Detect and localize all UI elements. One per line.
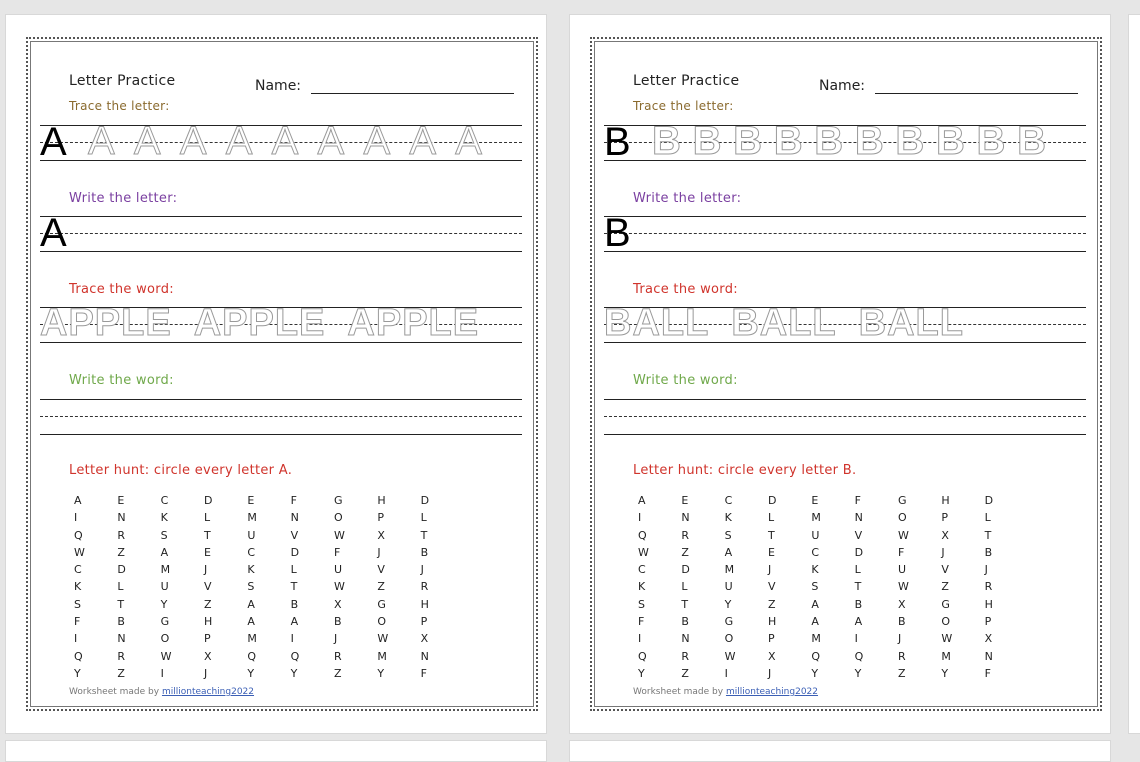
traced-glyph: A xyxy=(225,119,253,163)
worksheet-footer xyxy=(69,687,254,697)
hunt-letter[interactable]: E xyxy=(681,494,689,507)
hunt-letter[interactable]: C xyxy=(247,545,256,559)
hunt-letter[interactable]: E xyxy=(247,494,255,507)
letter-hunt-grid xyxy=(638,492,1028,682)
hunt-letter[interactable]: I xyxy=(290,632,294,646)
hunt-letter[interactable]: Y xyxy=(941,666,949,680)
letter-hunt-label: Letter hunt: circle every letter A. xyxy=(69,463,293,478)
traced-glyph: B xyxy=(976,119,1006,163)
hunt-letter[interactable]: A xyxy=(724,545,733,559)
hunt-letter[interactable]: A xyxy=(160,545,169,559)
hunt-letter[interactable]: F xyxy=(897,545,905,559)
hunt-letter[interactable]: W xyxy=(724,649,736,663)
hunt-letter[interactable]: L xyxy=(984,511,991,525)
hunt-letter[interactable]: K xyxy=(160,511,168,525)
hunt-letter[interactable]: S xyxy=(74,597,81,611)
hunt-letter[interactable]: J xyxy=(333,632,338,646)
hunt-letter[interactable]: C xyxy=(811,545,820,559)
traced-glyph: A xyxy=(455,119,482,163)
traced-glyph: APPLE xyxy=(193,302,326,344)
hunt-letter[interactable]: A xyxy=(854,615,863,629)
hunt-letter[interactable]: W xyxy=(333,528,345,542)
hunt-letter[interactable]: I xyxy=(638,632,642,646)
hunt-letter[interactable]: D xyxy=(203,494,213,507)
traced-glyph: A xyxy=(363,119,391,163)
traced-glyph: BALL xyxy=(858,302,964,344)
hunt-letter[interactable]: U xyxy=(160,580,169,594)
hunt-letter[interactable]: W xyxy=(74,545,85,559)
hunt-letter[interactable]: M xyxy=(724,563,735,577)
hunt-letter[interactable]: M xyxy=(941,649,951,663)
hunt-letter[interactable]: N xyxy=(117,511,126,525)
hunt-letter[interactable]: Y xyxy=(811,666,819,680)
model-letter: A xyxy=(40,120,67,164)
hunt-letter[interactable]: I xyxy=(724,666,728,680)
letter-hunt-label: Letter hunt: circle every letter B. xyxy=(633,463,857,478)
traced-glyph: A xyxy=(271,119,299,163)
hunt-letter[interactable]: H xyxy=(984,597,993,611)
hunt-letter[interactable]: C xyxy=(638,563,646,577)
hunt-letter[interactable]: I xyxy=(854,632,858,646)
hunt-letter[interactable]: G xyxy=(941,597,950,611)
model-letter: B xyxy=(604,211,631,255)
hunt-letter[interactable]: A xyxy=(247,615,255,629)
page-title: Letter Practice xyxy=(69,73,176,89)
trace-letter-row xyxy=(88,121,522,161)
hunt-letter[interactable]: B xyxy=(681,615,689,629)
hunt-letter[interactable]: Q xyxy=(854,649,864,663)
hunt-letter[interactable]: Y xyxy=(724,597,732,611)
hunt-letter[interactable]: X xyxy=(420,632,429,646)
hunt-letter[interactable]: M xyxy=(811,632,821,646)
hunt-letter[interactable]: Y xyxy=(377,666,385,680)
hunt-letter[interactable]: K xyxy=(247,563,255,577)
hunt-letter[interactable]: X xyxy=(984,632,993,646)
traced-glyph: B xyxy=(854,119,884,163)
traced-glyph: B xyxy=(814,119,844,163)
hunt-letter[interactable]: V xyxy=(941,563,949,577)
hunt-letter[interactable]: W xyxy=(897,580,909,594)
hunt-letter[interactable]: I xyxy=(160,666,164,680)
hunt-letter[interactable]: F xyxy=(638,615,645,629)
hunt-letter[interactable]: W xyxy=(897,528,909,542)
write-letter-lines xyxy=(40,211,522,255)
adjacent-page-stub xyxy=(1128,14,1140,734)
hunt-letter[interactable]: F xyxy=(984,666,991,680)
hunt-letter[interactable]: W xyxy=(333,580,345,594)
hunt-letter[interactable]: T xyxy=(117,597,125,611)
hunt-letter[interactable]: V xyxy=(767,580,776,594)
traced-glyph: B xyxy=(733,119,763,163)
hunt-letter[interactable]: A xyxy=(638,494,646,507)
hunt-letter[interactable]: P xyxy=(941,511,948,525)
hunt-letter[interactable]: L xyxy=(420,511,427,525)
hunt-letter[interactable]: L xyxy=(290,563,297,577)
hunt-letter[interactable]: B xyxy=(117,615,125,629)
hunt-letter[interactable]: O xyxy=(941,615,950,629)
hunt-letter[interactable]: A xyxy=(247,597,255,611)
footer-text: Worksheet made by xyxy=(633,687,724,697)
next-page-stub-right xyxy=(569,740,1111,762)
hunt-letter[interactable]: D xyxy=(984,494,994,507)
hunt-letter[interactable]: Z xyxy=(897,666,906,680)
hunt-letter[interactable]: H xyxy=(203,615,213,629)
worksheet-footer xyxy=(633,687,818,697)
page-title: Letter Practice xyxy=(633,73,740,89)
hunt-letter[interactable]: M xyxy=(247,632,257,646)
trace-letter-label: Trace the letter: xyxy=(69,99,170,113)
hunt-letter[interactable]: W xyxy=(160,649,172,663)
hunt-letter[interactable]: B xyxy=(333,615,342,629)
hunt-letter[interactable]: J xyxy=(203,563,208,577)
write-letter-label: Write the letter: xyxy=(633,191,742,206)
write-word-label: Write the word: xyxy=(633,373,738,388)
hunt-letter[interactable]: J xyxy=(420,563,424,577)
letter-hunt-grid xyxy=(74,492,464,682)
hunt-letter[interactable]: Z xyxy=(941,580,949,594)
hunt-letter[interactable]: X xyxy=(203,649,212,663)
hunt-letter[interactable]: Y xyxy=(854,666,862,680)
traced-glyph: B xyxy=(652,119,681,163)
hunt-letter[interactable]: O xyxy=(377,615,386,629)
hunt-letter[interactable]: B xyxy=(420,545,429,559)
hunt-letter[interactable]: N xyxy=(681,632,690,646)
name-line xyxy=(311,93,514,94)
hunt-letter[interactable]: P xyxy=(984,615,992,629)
trace-word-lines xyxy=(604,302,1086,344)
hunt-letter[interactable]: W xyxy=(638,545,649,559)
hunt-letter[interactable]: D xyxy=(854,545,864,559)
hunt-letter[interactable]: M xyxy=(377,649,387,663)
hunt-letter[interactable]: Z xyxy=(117,545,125,559)
hunt-letter[interactable]: Z xyxy=(681,666,689,680)
hunt-letter[interactable]: Y xyxy=(160,597,168,611)
hunt-letter[interactable]: T xyxy=(767,528,775,542)
hunt-letter[interactable]: P xyxy=(203,632,211,646)
model-letter: B xyxy=(604,120,631,164)
hunt-letter[interactable]: U xyxy=(247,528,256,542)
hunt-letter[interactable]: R xyxy=(681,528,689,542)
hunt-letter[interactable]: A xyxy=(811,597,819,611)
hunt-letter[interactable]: P xyxy=(767,632,775,646)
hunt-letter[interactable]: V xyxy=(203,580,212,594)
hunt-letter[interactable]: C xyxy=(160,494,169,507)
hunt-letter[interactable]: L xyxy=(681,580,688,594)
trace-word-label: Trace the word: xyxy=(69,282,174,297)
trace-letter-lines xyxy=(604,119,1086,164)
hunt-letter[interactable]: D xyxy=(290,545,300,559)
hunt-letter[interactable]: D xyxy=(681,563,690,577)
hunt-letter[interactable]: H xyxy=(420,597,429,611)
hunt-letter[interactable]: J xyxy=(897,632,902,646)
hunt-letter[interactable]: T xyxy=(420,528,428,542)
trace-letter-lines xyxy=(40,119,522,164)
hunt-letter[interactable]: R xyxy=(333,649,342,663)
hunt-letter[interactable]: J xyxy=(984,563,988,577)
hunt-letter[interactable]: R xyxy=(420,580,429,594)
traced-glyph: A xyxy=(88,119,115,163)
hunt-letter[interactable]: S xyxy=(811,580,819,594)
hunt-letter[interactable]: Y xyxy=(247,666,255,680)
hunt-letter[interactable]: D xyxy=(767,494,777,507)
hunt-letter[interactable]: V xyxy=(854,528,863,542)
hunt-letter[interactable]: X xyxy=(377,528,385,542)
hunt-letter[interactable]: R xyxy=(117,649,125,663)
hunt-letter[interactable]: X xyxy=(333,597,342,611)
traced-glyph: B xyxy=(773,119,803,163)
hunt-letter[interactable]: T xyxy=(681,597,689,611)
hunt-letter[interactable]: A xyxy=(811,615,819,629)
name-line xyxy=(875,93,1078,94)
hunt-letter[interactable]: W xyxy=(377,632,389,646)
hunt-letter[interactable]: B xyxy=(290,597,299,611)
traced-glyph: BALL xyxy=(604,302,710,344)
hunt-letter[interactable]: U xyxy=(333,563,343,577)
hunt-letter[interactable]: Z xyxy=(767,597,776,611)
hunt-letter[interactable]: F xyxy=(420,666,427,680)
hunt-letter[interactable]: Q xyxy=(290,649,300,663)
hunt-letter[interactable]: T xyxy=(984,528,992,542)
hunt-letter[interactable]: T xyxy=(854,580,862,594)
write-word-label: Write the word: xyxy=(69,373,174,388)
hunt-letter[interactable]: R xyxy=(984,580,993,594)
hunt-letter[interactable]: A xyxy=(290,615,299,629)
hunt-letter[interactable]: L xyxy=(854,563,861,577)
hunt-letter[interactable]: R xyxy=(897,649,906,663)
hunt-letter[interactable]: D xyxy=(117,563,126,577)
hunt-letter[interactable]: N xyxy=(117,632,126,646)
hunt-letter[interactable]: U xyxy=(897,563,907,577)
hunt-letter[interactable]: O xyxy=(897,511,907,525)
hunt-letter[interactable]: H xyxy=(377,494,386,507)
hunt-letter[interactable]: J xyxy=(941,545,945,559)
hunt-letter[interactable]: T xyxy=(290,580,298,594)
hunt-letter[interactable]: X xyxy=(941,528,949,542)
hunt-letter[interactable]: Q xyxy=(638,528,647,542)
hunt-letter[interactable]: X xyxy=(767,649,776,663)
trace-letter-label: Trace the letter: xyxy=(633,99,734,113)
hunt-letter[interactable]: F xyxy=(290,494,297,507)
hunt-letter[interactable]: L xyxy=(203,511,211,525)
traced-glyph: A xyxy=(317,119,345,163)
worksheet-page-a[interactable] xyxy=(5,14,547,734)
hunt-letter[interactable]: N xyxy=(420,649,429,663)
hunt-letter[interactable]: C xyxy=(74,563,82,577)
hunt-letter[interactable]: K xyxy=(74,580,82,594)
traced-glyph: APPLE xyxy=(40,302,172,344)
hunt-letter[interactable]: J xyxy=(767,563,772,577)
write-letter-label: Write the letter: xyxy=(69,191,178,206)
hunt-letter[interactable]: F xyxy=(74,615,81,629)
hunt-letter[interactable]: E xyxy=(811,494,819,507)
hunt-letter[interactable]: Y xyxy=(74,666,81,680)
hunt-letter[interactable]: L xyxy=(767,511,775,525)
hunt-letter[interactable]: Q xyxy=(638,649,647,663)
traced-glyph: B xyxy=(935,119,965,163)
hunt-letter[interactable]: N xyxy=(681,511,690,525)
hunt-letter[interactable]: V xyxy=(377,563,385,577)
hunt-letter[interactable]: U xyxy=(724,580,733,594)
hunt-letter[interactable]: S xyxy=(160,528,168,542)
hunt-letter[interactable]: G xyxy=(160,615,170,629)
hunt-letter[interactable]: S xyxy=(247,580,255,594)
hunt-letter[interactable]: Q xyxy=(247,649,256,663)
hunt-letter[interactable]: J xyxy=(203,666,208,680)
hunt-letter[interactable]: F xyxy=(854,494,861,507)
write-word-lines xyxy=(604,399,1086,435)
hunt-letter[interactable]: U xyxy=(811,528,820,542)
hunt-letter[interactable]: N xyxy=(290,511,299,525)
hunt-letter[interactable]: K xyxy=(811,563,819,577)
hunt-letter[interactable]: C xyxy=(724,494,733,507)
hunt-letter[interactable]: Q xyxy=(74,528,83,542)
hunt-letter[interactable]: D xyxy=(420,494,430,507)
hunt-letter[interactable]: B xyxy=(897,615,906,629)
hunt-letter[interactable]: P xyxy=(420,615,428,629)
hunt-letter[interactable]: O xyxy=(160,632,170,646)
write-word-lines xyxy=(40,399,522,435)
traced-glyph: B xyxy=(692,119,722,163)
hunt-letter[interactable]: P xyxy=(377,511,384,525)
trace-word-lines xyxy=(40,302,522,344)
hunt-letter[interactable]: N xyxy=(984,649,993,663)
traced-glyph: A xyxy=(409,119,437,163)
hunt-letter[interactable]: Q xyxy=(74,649,83,663)
traced-glyph: A xyxy=(179,119,207,163)
worksheet-page-b[interactable] xyxy=(569,14,1111,734)
hunt-letter[interactable]: R xyxy=(117,528,125,542)
hunt-letter[interactable]: X xyxy=(897,597,906,611)
hunt-letter[interactable]: Z xyxy=(681,545,689,559)
hunt-letter[interactable]: G xyxy=(724,615,734,629)
name-label: Name: xyxy=(819,78,866,94)
trace-word-label: Trace the word: xyxy=(633,282,738,297)
hunt-letter[interactable]: Z xyxy=(377,580,385,594)
hunt-letter[interactable]: S xyxy=(724,528,732,542)
hunt-letter[interactable]: I xyxy=(74,632,78,646)
traced-glyph: APPLE xyxy=(347,302,480,344)
trace-word-row xyxy=(604,304,1086,342)
hunt-letter[interactable]: G xyxy=(377,597,386,611)
hunt-letter[interactable]: J xyxy=(377,545,381,559)
trace-letter-row xyxy=(652,121,1086,161)
hunt-letter[interactable]: G xyxy=(897,494,907,507)
hunt-letter[interactable]: B xyxy=(854,597,863,611)
trace-word-row xyxy=(40,304,522,342)
hunt-letter[interactable]: J xyxy=(767,666,772,680)
hunt-letter[interactable]: Z xyxy=(333,666,342,680)
write-letter-lines xyxy=(604,211,1086,255)
next-page-stub-left xyxy=(5,740,547,762)
hunt-letter[interactable]: Y xyxy=(638,666,645,680)
hunt-letter[interactable]: E xyxy=(117,494,125,507)
hunt-letter[interactable]: M xyxy=(247,511,257,525)
name-label: Name: xyxy=(255,78,302,94)
model-letter: A xyxy=(40,211,67,255)
hunt-letter[interactable]: M xyxy=(811,511,821,525)
hunt-letter[interactable]: I xyxy=(638,511,642,525)
hunt-letter[interactable]: S xyxy=(638,597,645,611)
hunt-letter[interactable]: N xyxy=(854,511,863,525)
footer-link[interactable]: millionteaching2022 xyxy=(725,687,819,697)
hunt-letter[interactable]: I xyxy=(74,511,78,525)
hunt-letter[interactable]: E xyxy=(203,545,211,559)
hunt-letter[interactable]: H xyxy=(941,494,950,507)
hunt-letter[interactable]: B xyxy=(984,545,993,559)
hunt-letter[interactable]: L xyxy=(117,580,124,594)
hunt-letter[interactable]: A xyxy=(74,494,82,507)
hunt-letter[interactable]: R xyxy=(681,649,689,663)
footer-text: Worksheet made by xyxy=(69,687,160,697)
hunt-letter[interactable]: O xyxy=(724,632,734,646)
hunt-letter[interactable]: H xyxy=(767,615,777,629)
hunt-letter[interactable]: Z xyxy=(117,666,125,680)
hunt-letter[interactable]: E xyxy=(767,545,775,559)
hunt-letter[interactable]: F xyxy=(333,545,341,559)
traced-glyph: A xyxy=(133,119,161,163)
hunt-letter[interactable]: Y xyxy=(290,666,298,680)
traced-glyph: B xyxy=(1017,119,1046,163)
footer-link[interactable]: millionteaching2022 xyxy=(161,687,255,697)
hunt-letter[interactable]: K xyxy=(724,511,732,525)
hunt-letter[interactable]: V xyxy=(290,528,299,542)
hunt-letter[interactable]: G xyxy=(333,494,343,507)
hunt-letter[interactable]: M xyxy=(160,563,171,577)
hunt-letter[interactable]: Z xyxy=(203,597,212,611)
hunt-letter[interactable]: Q xyxy=(811,649,820,663)
hunt-letter[interactable]: K xyxy=(638,580,646,594)
traced-glyph: B xyxy=(895,119,925,163)
hunt-letter[interactable]: T xyxy=(203,528,211,542)
hunt-letter[interactable]: W xyxy=(941,632,953,646)
hunt-letter[interactable]: O xyxy=(333,511,343,525)
traced-glyph: BALL xyxy=(731,302,837,344)
